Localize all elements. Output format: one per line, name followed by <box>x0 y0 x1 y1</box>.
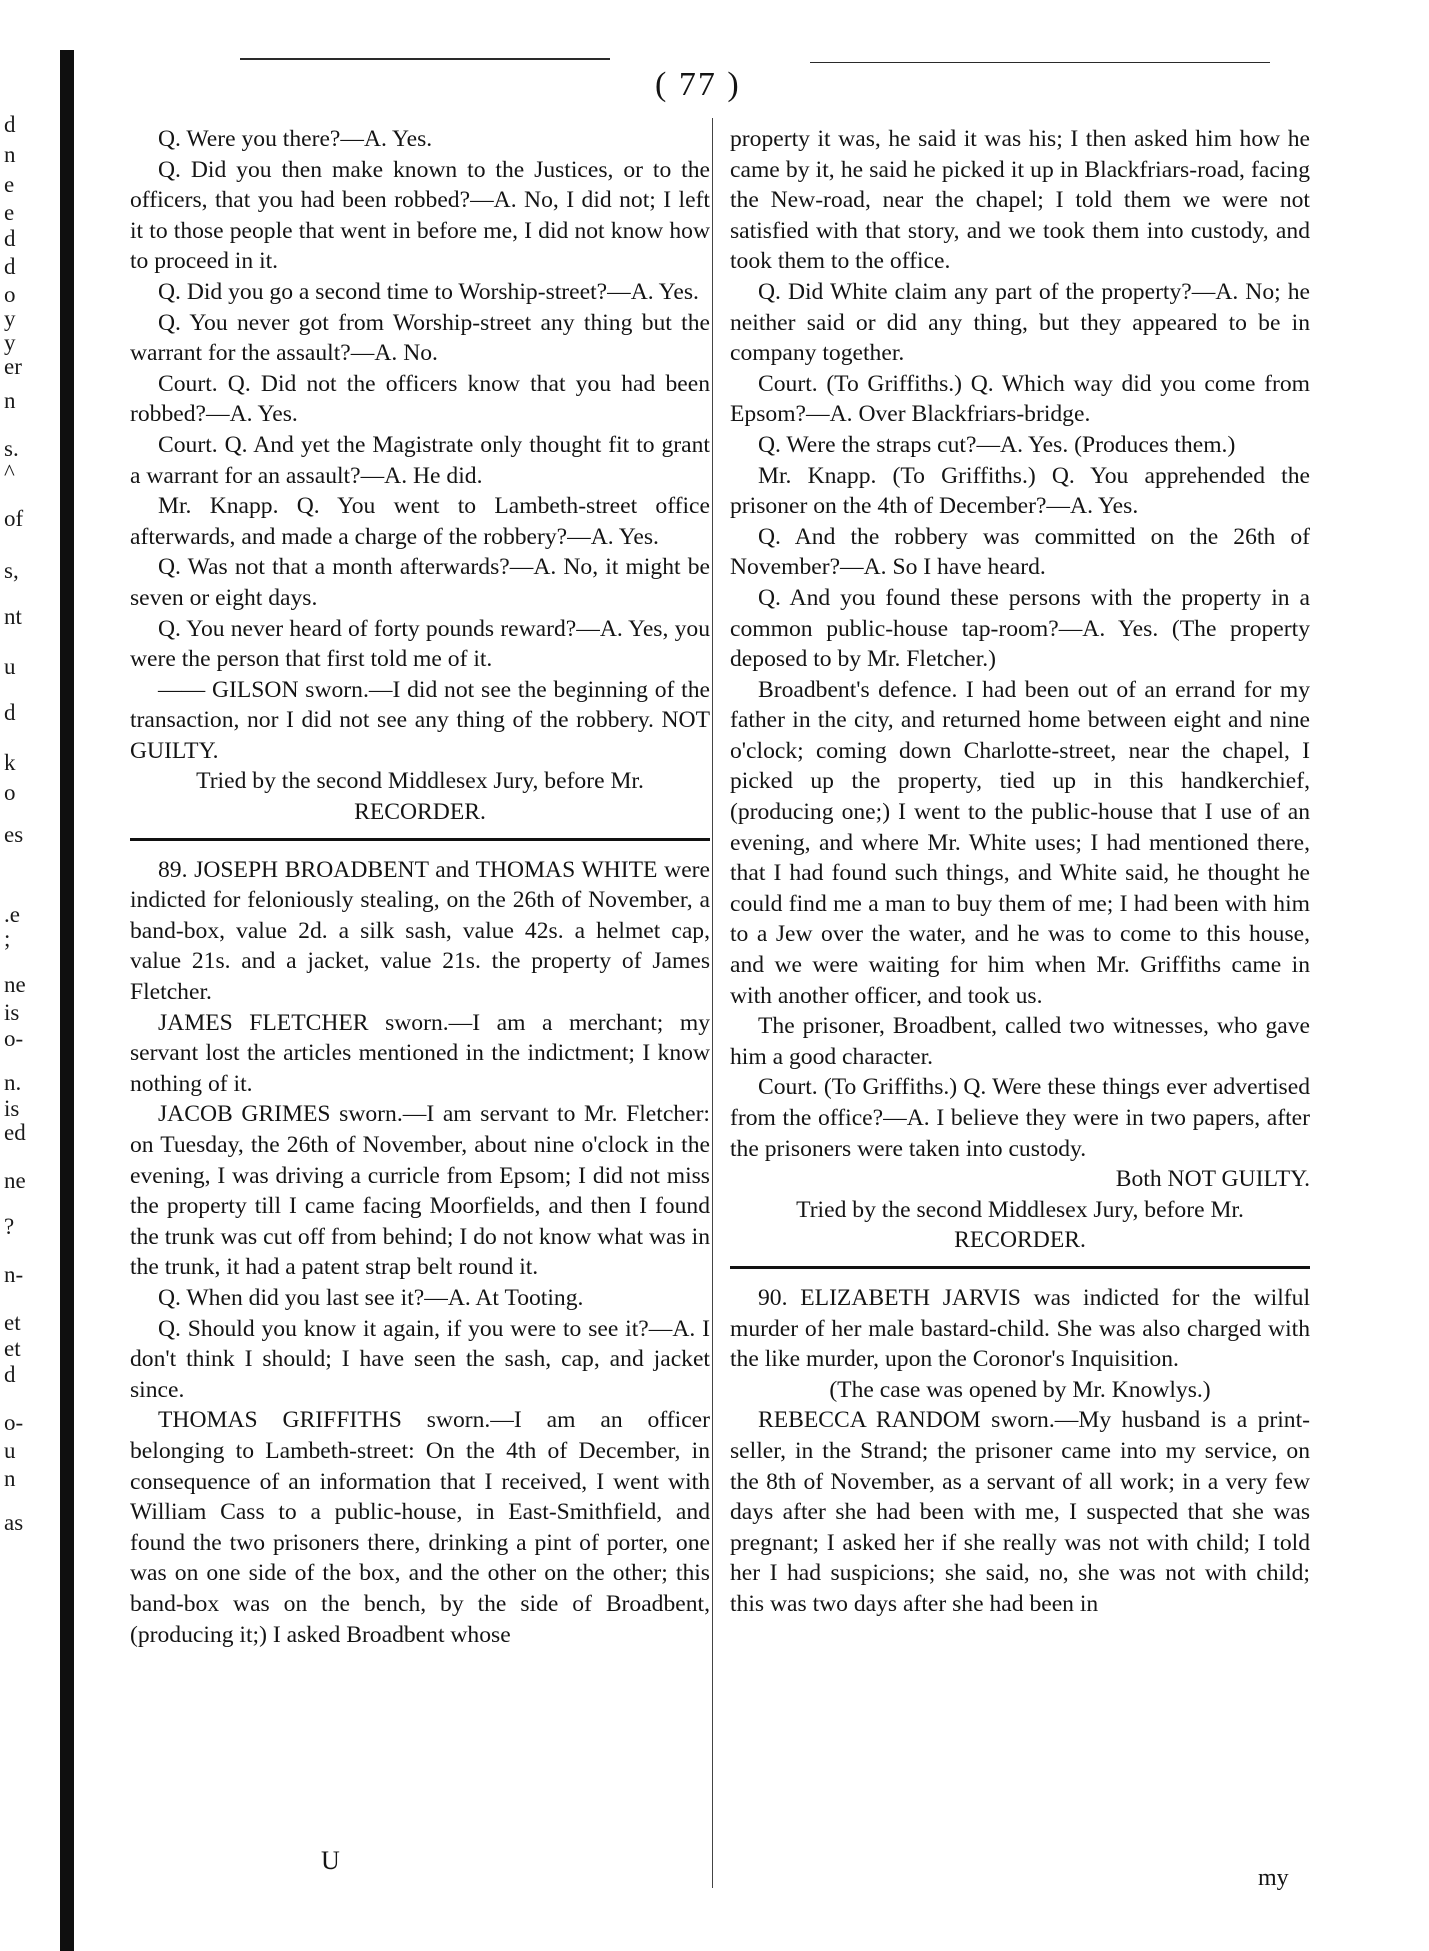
margin-fragment: ^ <box>4 460 15 485</box>
paragraph: Court. Q. And yet the Magistrate only thought fit to grant a warrant for an assault?—A. He did. <box>130 431 710 489</box>
margin-fragment: ne <box>4 1168 26 1193</box>
paragraph: Tried by the second Middlesex Jury, before Mr. RECORDER. <box>796 1196 1244 1254</box>
paragraph: Court. (To Griffiths.) Q. Which way did you come from Epsom?—A. Over Blackfriars-bridge. <box>730 370 1310 428</box>
margin-fragment: n. <box>4 1070 22 1095</box>
section-rule <box>130 838 710 841</box>
scan-edge-strip <box>60 50 74 1951</box>
margin-fragment: u <box>4 1438 16 1463</box>
margin-fragment: as <box>4 1510 24 1535</box>
margin-fragment: et <box>4 1310 21 1335</box>
margin-fragment: is <box>4 1000 20 1025</box>
margin-fragment: n <box>4 1466 16 1491</box>
paragraph: 90. ELIZABETH JARVIS was indicted for the wilful murder of her male bastard-child. She was also charged with the like murder, upon the Coronor's Inquisition. <box>730 1284 1310 1373</box>
margin-fragment: y <box>4 330 16 355</box>
margin-fragment: er <box>4 354 22 379</box>
margin-fragment: d <box>4 700 16 725</box>
margin-fragment: es <box>4 822 24 847</box>
paragraph: REBECCA RANDOM sworn.—My husband is a print-seller, in the Strand; the prisoner came into my service, on the 8th of November, as a servant of all work; in a very few days after she had been with me, I suspected that she was pregnant; I asked her if she really was not with child; I told her I had suspicions; she said, no, she was not with child; this was two days after she had been in <box>730 1407 1310 1617</box>
margin-fragment: ne <box>4 972 26 997</box>
margin-fragment: n <box>4 142 16 167</box>
column-divider <box>712 118 713 1888</box>
margin-fragment: n- <box>4 1262 24 1287</box>
paragraph: (The case was opened by Mr. Knowlys.) <box>829 1376 1211 1403</box>
paragraph: property it was, he said it was his; I then asked him how he came by it, he said he picked it up in Blackfriars-road, facing the New-road, near the chapel; I told them we were not satisfied with that story, and we took them into custody, and took them to the office. <box>730 126 1310 275</box>
margin-fragment: u <box>4 654 16 679</box>
paragraph: Q. Were you there?—A. Yes. <box>158 126 433 152</box>
margin-fragment: d <box>4 226 16 251</box>
margin-fragment: ed <box>4 1120 26 1145</box>
paragraph: THOMAS GRIFFITHS sworn.—I am an officer belonging to Lambeth-street: On the 4th of December, in consequence of an information that I received, I went with William Cass to a public-house, in East-Smithfield, and found the two prisoners there, drinking a pint of porter, one was on one side of the box, and the other on the other; this band-box was on the bench, by the side of Broadbent, (producing it;) I asked Broadbent whose <box>130 1407 710 1648</box>
paragraph: Tried by the second Middlesex Jury, before Mr. RECORDER. <box>196 768 644 826</box>
margin-fragment: s. <box>4 436 19 461</box>
margin-fragment: o <box>4 282 16 307</box>
paragraph: Q. Did White claim any part of the property?—A. No; he neither said or did any thing, but they appeared to be in company together. <box>730 278 1310 367</box>
margin-fragment: d <box>4 112 16 137</box>
paragraph: Q. Were the straps cut?—A. Yes. (Produces them.) <box>758 431 1236 458</box>
paragraph: JACOB GRIMES sworn.—I am servant to Mr. Fletcher: on Tuesday, the 26th of November, about nine o'clock in the evening, I was driving a curricle from Epsom; I did not miss the property till I came facing Moorfields, and then I found the trunk was cut off from behind; I do not know what was in the trunk, it had a patent strap belt round it. <box>130 1101 710 1281</box>
margin-fragment: e <box>4 200 15 225</box>
margin-fragment: d <box>4 1362 16 1387</box>
catchword: my <box>1258 1865 1289 1891</box>
margin-fragment: .e <box>4 902 20 927</box>
margin-fragment: et <box>4 1336 21 1361</box>
paragraph: Mr. Knapp. (To Griffiths.) Q. You apprehended the prisoner on the 4th of December?—A. Yes. <box>730 462 1310 520</box>
margin-fragment: y <box>4 306 16 331</box>
paragraph: Q. Was not that a month afterwards?—A. No, it might be seven or eight days. <box>130 554 710 611</box>
paragraph: 89. JOSEPH BROADBENT and THOMAS WHITE were indicted for feloniously stealing, on the 26th of November, a band-box, value 2d. a silk sash, value 42s. a helmet cap, value 21s. and a jacket, value 21s. the property of James Fletcher. <box>130 856 710 1006</box>
paragraph: Both NOT GUILTY. <box>1115 1166 1310 1193</box>
paragraph: The prisoner, Broadbent, called two witnesses, who gave him a good character. <box>730 1013 1310 1070</box>
margin-fragment: o- <box>4 1410 24 1435</box>
margin-fragment: d <box>4 254 16 279</box>
margin-fragment: n <box>4 388 16 413</box>
printer-signature-mark: U <box>321 1846 340 1875</box>
paragraph: Q. And the robbery was committed on the 26th of November?—A. So I have heard. <box>730 523 1310 581</box>
section-rule <box>730 1266 1310 1269</box>
margin-fragment: ? <box>4 1214 15 1239</box>
paragraph: Court. (To Griffiths.) Q. Were these things ever advertised from the office?—A. I believe they were in two papers, after the prisoners were taken into custody. <box>730 1074 1310 1162</box>
right-column <box>730 124 1310 1620</box>
paragraph: Q. Did you then make known to the Justices, or to the officers, that you had been robbed?—A. No, I did not; I left it to those people that went in before me, I did not know how to proceed in it. <box>130 156 710 275</box>
margin-fragment: of <box>4 506 24 531</box>
margin-fragment: k <box>4 750 16 775</box>
left-margin-fragments <box>4 0 44 1951</box>
paragraph: Q. When did you last see it?—A. At Tooting. <box>158 1284 584 1311</box>
margin-fragment: e <box>4 172 15 197</box>
paragraph: Q. You never heard of forty pounds reward?—A. Yes, you were the person that first told me of it. <box>130 615 710 673</box>
margin-fragment: o <box>4 780 16 805</box>
paragraph: Q. And you found these persons with the property in a common public-house tap-room?—A. Yes. (The property deposed to by Mr. Fletcher.) <box>730 584 1310 673</box>
margin-fragment: s, <box>4 558 19 583</box>
paragraph: Mr. Knapp. Q. You went to Lambeth-street office afterwards, and made a charge of the robbery?—A. Yes. <box>130 493 710 550</box>
margin-fragment: ; <box>4 926 11 951</box>
paragraph: Q. Should you know it again, if you were to see it?—A. I don't think I should; I have seen the sash, cap, and jacket since. <box>130 1315 710 1403</box>
paragraph: JAMES FLETCHER sworn.—I am a merchant; my servant lost the articles mentioned in the indictment; I know nothing of it. <box>130 1009 710 1097</box>
paragraph: Q. You never got from Worship-street any thing but the warrant for the assault?—A. No. <box>130 309 710 367</box>
left-column <box>130 124 710 1650</box>
margin-fragment: o- <box>4 1026 24 1051</box>
header-rule-right <box>810 62 1270 63</box>
paragraph: Q. Did you go a second time to Worship-street?—A. Yes. <box>158 278 699 305</box>
margin-fragment: is <box>4 1096 20 1121</box>
margin-fragment: nt <box>4 604 22 629</box>
header-rule-left <box>240 58 610 60</box>
page-number: ( 77 ) <box>655 66 741 103</box>
paragraph: Court. Q. Did not the officers know that you had been robbed?—A. Yes. <box>130 370 710 428</box>
paragraph: —— GILSON sworn.—I did not see the beginning of the transaction, nor I did not see any thing of the robbery. NOT GUILTY. <box>130 676 710 764</box>
paragraph: Broadbent's defence. I had been out of an errand for my father in the city, and returned home between eight and nine o'clock; coming down Charlotte-street, near the chapel, I picked up the property, tied up in this handkerchief, (producing one;) I went to the public-house that I use of an evening, and where Mr. White uses; I had mentioned there, that I had found such things, and White said, he thought he could find me a man to buy them of me; I had been with him to a Jew over the water, and he was to come to this house, and we were waiting for him when Mr. Griffiths came in with another officer, and took us. <box>730 676 1310 1009</box>
